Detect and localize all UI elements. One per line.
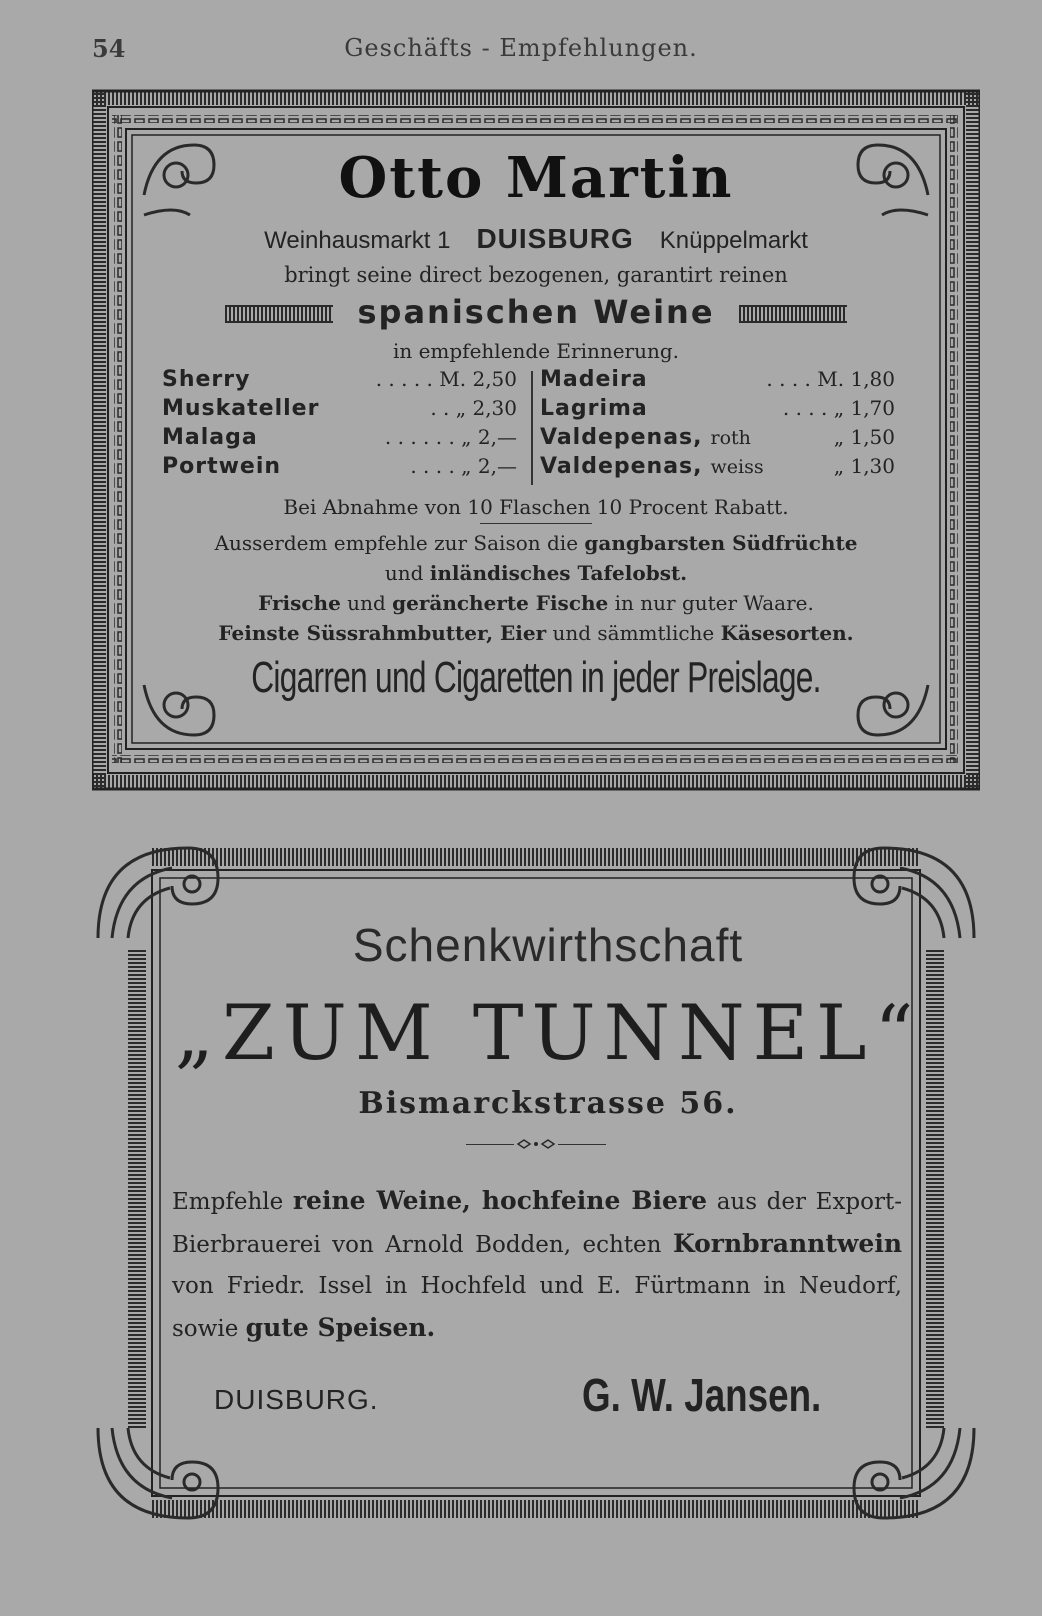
advertisement-otto-martin	[92, 85, 980, 798]
discount-note: Bei Abnahme von 10 Flaschen 10 Procent Rabatt.	[283, 495, 789, 519]
wine-price: . . . . . . „ 2,—	[384, 425, 517, 449]
price-row	[162, 367, 527, 396]
decorative-rule	[225, 305, 333, 323]
price-column-left	[162, 367, 527, 483]
wine-price: . . . . . M. 2,50	[375, 367, 517, 391]
price-row	[162, 396, 527, 425]
price-row	[162, 425, 527, 454]
separator	[480, 523, 592, 524]
wine-price: . . . . „ 1,70	[782, 396, 895, 420]
wine-name: Valdepenas,	[540, 454, 703, 479]
cigars-line: Cigarren und Cigaretten in jeder Preislage.	[251, 653, 821, 702]
company-name: Otto Martin	[338, 145, 734, 211]
price-column-right	[540, 367, 905, 483]
page-number: 54	[92, 34, 126, 63]
address-right: Knüppelmarkt	[659, 227, 808, 254]
price-row	[540, 367, 905, 396]
wine-name: Valdepenas,	[540, 425, 703, 450]
city-name: DUISBURG	[476, 223, 634, 254]
street-address: Bismarckstrasse 56.	[358, 1086, 738, 1121]
diamond-ornament-icon	[514, 1138, 558, 1150]
wine-price: . . „ 2,30	[430, 396, 517, 420]
price-row	[540, 454, 905, 483]
price-row	[540, 396, 905, 425]
wine-name: Madeira	[540, 367, 648, 392]
wine-name: Malaga	[162, 425, 258, 450]
intro-text-2: in empfehlende Erinnerung.	[392, 339, 680, 363]
page-header	[0, 28, 1042, 68]
wine-name: Lagrima	[540, 396, 648, 421]
price-row	[162, 454, 527, 483]
city-name: DUISBURG.	[214, 1384, 379, 1415]
price-row	[540, 425, 905, 454]
address-left: Weinhausmarkt 1	[264, 227, 451, 254]
offer-line-3: Frische und geräncherte Fische in nur guter Waare.	[258, 591, 814, 615]
offer-line-1: Ausserdem empfehle zur Saison die gangbarsten Südfrüchte	[214, 531, 858, 555]
wine-price: . . . . „ 2,—	[410, 454, 517, 478]
wine-name: Muskateller	[162, 396, 320, 421]
intro-text: bringt seine direct bezogenen, garantirt reinen	[284, 263, 788, 287]
wine-price: „ 1,30	[833, 454, 895, 478]
address-line	[140, 223, 932, 255]
advertisement-body: Empfehle reine Weine, hochfeine Biere aus der Export-Bierbrauerei von Arnold Bodden, echten Kornbranntwein von Friedr. Issel in Hochfeld und E. Fürtmann in Neudorf, sowie gute Speisen.	[172, 1186, 902, 1342]
column-divider	[531, 371, 533, 485]
wine-price: „ 1,50	[833, 425, 895, 449]
wine-name: Sherry	[162, 367, 251, 392]
offer-line-4: Feinste Süssrahmbutter, Eier und sämmtliche Käsesorten.	[218, 621, 854, 645]
offer-line-2: und inländisches Tafelobst.	[384, 561, 688, 585]
wine-price: . . . . M. 1,80	[766, 367, 895, 391]
advertisement-zum-tunnel	[92, 838, 980, 1528]
proprietor-name: G. W. Jansen.	[582, 1369, 822, 1421]
wine-note: weiss	[710, 456, 764, 478]
wine-heading	[140, 293, 932, 331]
business-name: „ZUM TUNNEL“	[174, 988, 922, 1077]
running-head: Geschäfts - Empfehlungen.	[344, 34, 698, 62]
business-type: Schenkwirthschaft	[352, 919, 744, 971]
decorative-rule	[739, 305, 847, 323]
wine-heading-text: spanischen Weine	[357, 293, 715, 331]
wine-name: Portwein	[162, 454, 282, 479]
wine-note: roth	[710, 427, 751, 449]
price-table	[162, 367, 912, 489]
